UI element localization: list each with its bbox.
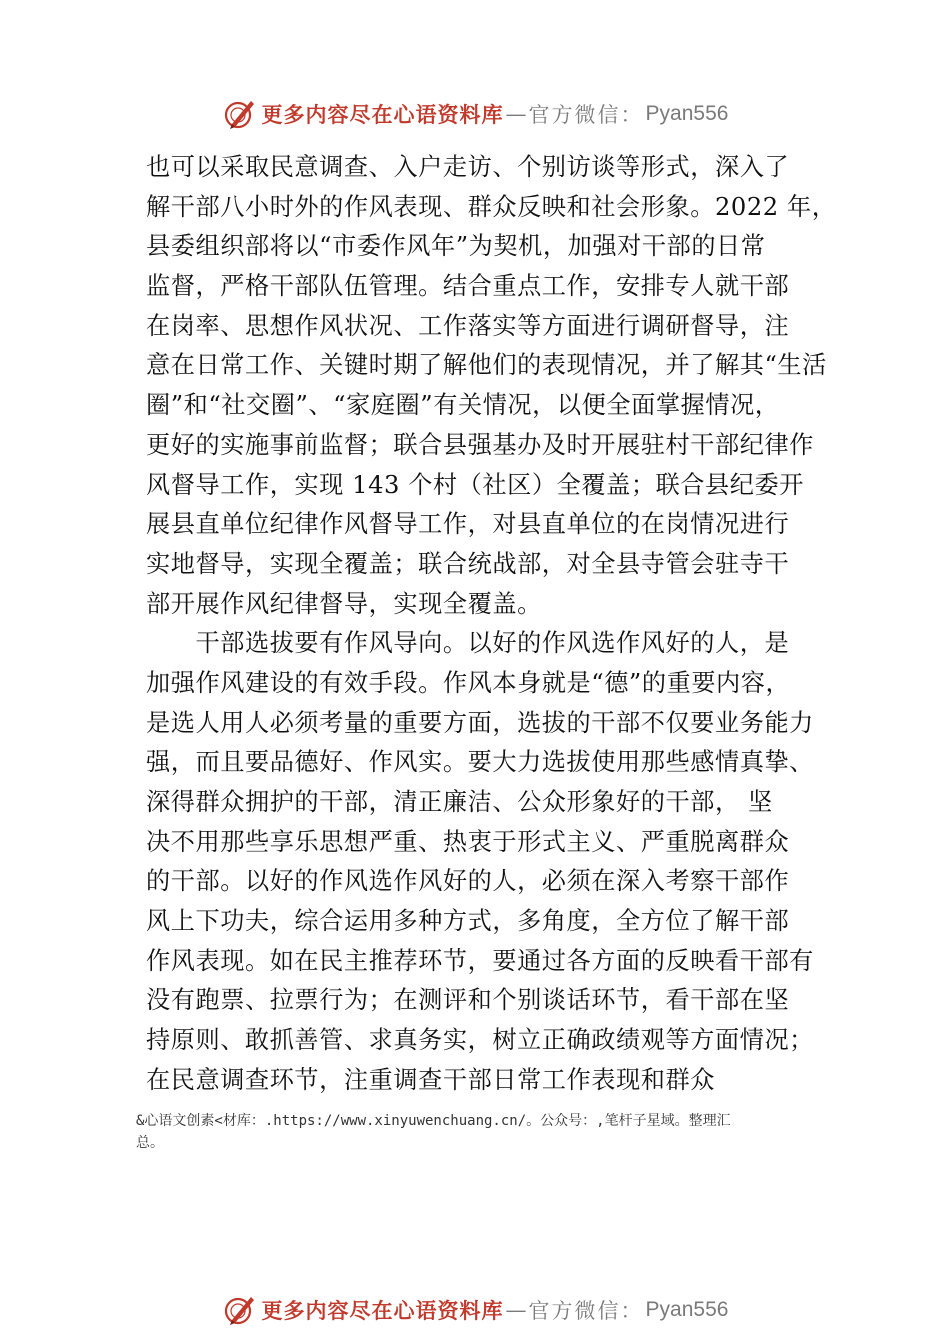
header-banner: [0, 94, 950, 134]
pen-seal-icon: [222, 1292, 258, 1328]
text-line: 作风表现。如在民主推荐环节，要通过各方面的反映看干部有: [146, 946, 814, 975]
banner-dash: —: [505, 102, 527, 126]
source-note: [136, 1110, 826, 1154]
text-line: 县委组织部将以“市委作风年”为契机，加强对干部的日常: [146, 232, 766, 261]
document-body: [146, 148, 837, 1101]
pen-seal-icon: [222, 96, 258, 132]
text-line: 加强作风建设的有效手段。作风本身就是“德”的重要内容，: [146, 668, 791, 697]
text-line: 更好的实施事前监督；联合县强基办及时开展驻村干部纪律作: [146, 430, 814, 459]
text-line: 解干部八小时外的作风表现、群众反映和社会形象。2022 年，: [146, 192, 837, 221]
text-line: 是选人用人必须考量的重要方面，选拔的干部不仅要业务能力: [146, 708, 814, 737]
text-line: 实地督导，实现全覆盖；联合统战部，对全县寺管会驻寺干: [146, 549, 790, 578]
banner-wechat-id: Pyan556: [645, 1298, 729, 1321]
banner-title: 更多内容尽在心语资料库: [261, 1298, 504, 1323]
text-line: 强，而且要品德好、作风实。要大力选拔使用那些感情真挚、: [146, 748, 814, 777]
text-line: 决不用那些享乐思想严重、热衷于形式主义、严重脱离群众: [146, 827, 790, 856]
text-line: 在民意调查环节，注重调查干部日常工作表现和群众: [146, 1065, 715, 1094]
banner-official-label: 官方微信：: [528, 103, 644, 127]
text-line: 风上下功夫，综合运用多种方式，多角度，全方位了解干部: [146, 907, 790, 936]
text-line: 也可以采取民意调查、入户走访、个别访谈等形式，深入了: [146, 153, 790, 181]
text-line: 圈”和“社交圈”、“家庭圈”有关情况，以便全面掌握情况，: [146, 391, 780, 420]
text-line: 在岗率、思想作风状况、工作落实等方面进行调研督导，注: [146, 311, 790, 340]
text-line: 深得群众拥护的干部，清正廉洁、公众形象好的干部， 坚: [146, 788, 773, 816]
text-line: 的干部。以好的作风选作风好的人，必须在深入考察干部作: [146, 867, 790, 896]
banner-wechat-id: Pyan556: [645, 102, 729, 125]
source-note-line: 总。: [136, 1135, 164, 1151]
text-line: 展县直单位纪律作风督导工作，对县直单位的在岗情况进行: [146, 510, 790, 539]
text-line: 没有跑票、拉票行为；在测评和个别谈话环节，看干部在坚: [146, 986, 790, 1015]
footer-banner: [0, 1290, 950, 1330]
banner-dash: —: [505, 1298, 527, 1322]
banner-title: 更多内容尽在心语资料库: [261, 102, 504, 127]
text-line: 监督，严格干部队伍管理。结合重点工作，安排专人就干部: [146, 272, 790, 301]
source-note-line: &心语文创素<材库：.https://www.xinyuwenchuang.cn/。公众号：,笔杆子星域。整理汇: [136, 1113, 731, 1129]
text-line: 风督导工作，实现 143 个村（社区）全覆盖；联合县纪委开: [146, 470, 804, 499]
text-line: 干部选拔要有作风导向。以好的作风选作风好的人，是: [146, 629, 790, 658]
banner-official-label: 官方微信：: [528, 1299, 644, 1323]
text-line: 部开展作风纪律督导，实现全覆盖。: [146, 589, 542, 618]
text-line: 意在日常工作、关键时期了解他们的表现情况，并了解其“生活: [146, 351, 827, 380]
text-line: 持原则、敢抓善管、求真务实，树立正确政绩观等方面情况；: [146, 1026, 814, 1055]
